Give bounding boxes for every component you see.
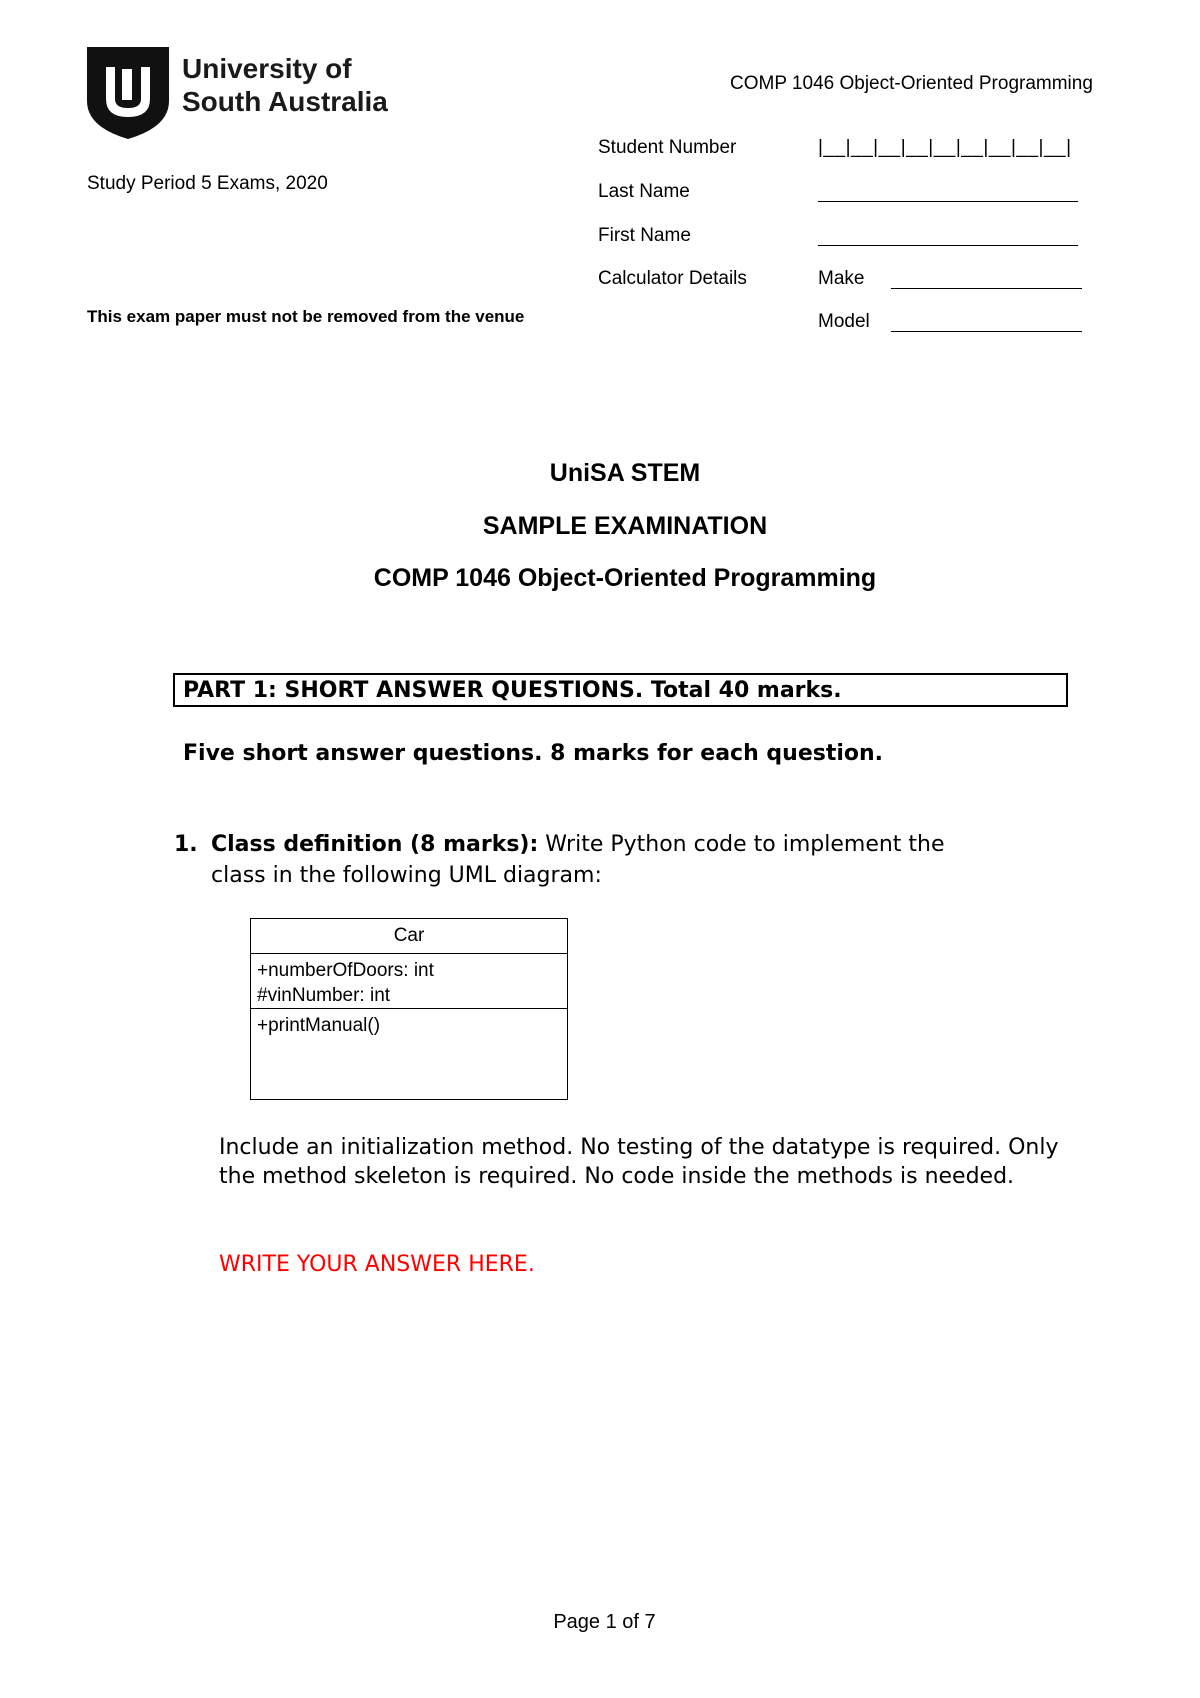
- last-name-label: Last Name: [598, 181, 690, 202]
- calculator-model-label: Model: [818, 311, 870, 332]
- uml-class-name: Car: [251, 919, 567, 954]
- first-name-label: First Name: [598, 225, 691, 246]
- question-text-line2: class in the following UML diagram:: [211, 863, 602, 888]
- calculator-make-field[interactable]: [891, 288, 1082, 289]
- uml-method: +printManual(): [257, 1015, 381, 1036]
- question-1: [174, 829, 1054, 891]
- uml-methods: [251, 1009, 567, 1038]
- question-number: 1.: [174, 832, 198, 857]
- uml-attributes: [251, 954, 567, 1009]
- calculator-model-field[interactable]: [891, 331, 1082, 332]
- part1-subheading: Five short answer questions. 8 marks for each question.: [183, 741, 884, 766]
- uml-class-diagram: [250, 918, 568, 1100]
- part1-heading: PART 1: SHORT ANSWER QUESTIONS. Total 40 marks.: [183, 678, 842, 703]
- page-number: Page 1 of 7: [553, 1611, 656, 1633]
- uml-attribute: +numberOfDoors: int: [257, 960, 434, 981]
- calculator-details-label: Calculator Details: [598, 268, 747, 289]
- university-name-line1: University of: [182, 53, 352, 84]
- course-header: COMP 1046 Object-Oriented Programming: [730, 73, 1093, 94]
- question-text-line1: Write Python code to implement the: [538, 832, 945, 857]
- student-number-boxes[interactable]: |__|__|__|__|__|__|__|__|__|: [818, 137, 1072, 158]
- course-title: COMP 1046 Object-Oriented Programming: [373, 564, 877, 592]
- university-name: [182, 52, 388, 118]
- venue-warning: This exam paper must not be removed from the venue: [87, 307, 525, 326]
- question-heading: Class definition (8 marks):: [211, 832, 539, 857]
- university-logo: [87, 47, 169, 139]
- student-number-label: Student Number: [598, 137, 737, 158]
- university-name-line2: South Australia: [182, 86, 388, 117]
- question-instructions: Include an initialization method. No testing of the datatype is required. Only the method skeleton is required. No code inside the methods is needed.: [219, 1135, 1059, 1189]
- answer-prompt[interactable]: WRITE YOUR ANSWER HERE.: [219, 1252, 535, 1277]
- last-name-field[interactable]: [818, 201, 1078, 202]
- exam-type-title: SAMPLE EXAMINATION: [482, 512, 768, 540]
- school-title: UniSA STEM: [549, 459, 701, 487]
- first-name-field[interactable]: [818, 245, 1078, 246]
- study-period: Study Period 5 Exams, 2020: [87, 173, 328, 194]
- calculator-make-label: Make: [818, 268, 865, 289]
- uml-attribute: #vinNumber: int: [257, 985, 391, 1006]
